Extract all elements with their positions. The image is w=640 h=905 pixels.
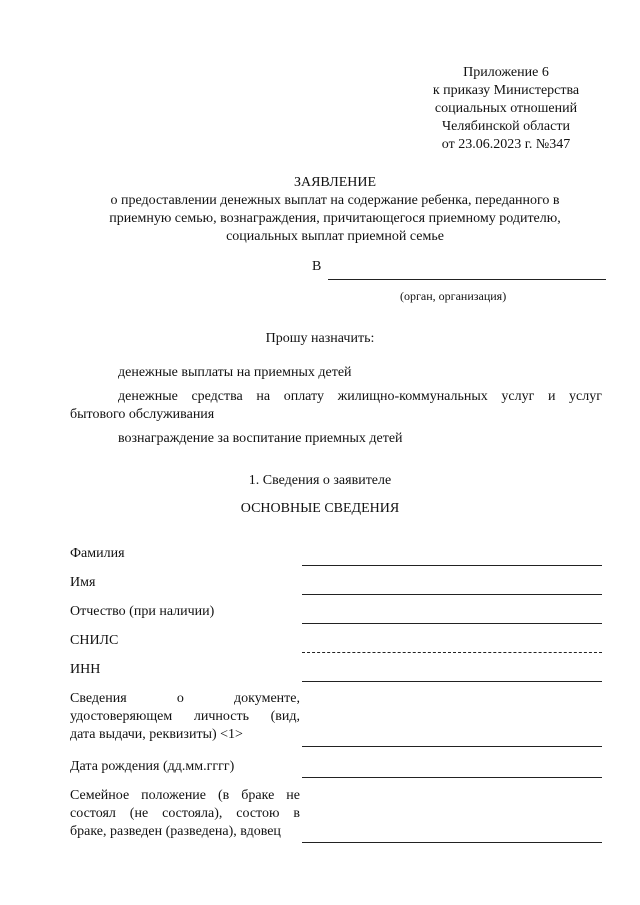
marital-status-line: Семейное положение (в браке не — [70, 788, 300, 803]
birth-date-input[interactable] — [302, 777, 602, 778]
option-utilities-line1[interactable]: денежные средства на оплату жилищно-коммунальных услуг и услуг — [118, 389, 602, 404]
recipient-prefix: В — [312, 259, 322, 274]
recipient-hint: (орган, организация) — [400, 289, 507, 303]
name-input[interactable] — [302, 594, 602, 595]
marital-status-line: браке, разведен (разведена), вдовец — [70, 824, 281, 839]
patronymic-label: Отчество (при наличии) — [70, 604, 215, 619]
inn-label: ИНН — [70, 662, 101, 677]
surname-label: Фамилия — [70, 546, 125, 561]
title-main: ЗАЯВЛЕНИЕ — [293, 175, 377, 190]
recipient-field[interactable] — [328, 279, 606, 280]
inn-input[interactable] — [302, 681, 602, 682]
birth-date-label: Дата рождения (дд.мм.гггг) — [70, 759, 235, 774]
appendix-line: к приказу Министерства — [432, 83, 580, 98]
section-heading: 1. Сведения о заявителе — [248, 473, 392, 488]
marital-status-line: состоял (не состояла), состою в — [70, 806, 300, 821]
name-label: Имя — [70, 575, 96, 590]
appendix-line: Приложение 6 — [463, 65, 549, 80]
document-title — [60, 174, 610, 246]
marital-status-input[interactable] — [302, 842, 602, 843]
appendix-block — [412, 64, 600, 154]
title-line: приемную семью, вознаграждения, причитающегося приемному родителю, — [109, 211, 561, 226]
id-document-label — [70, 690, 300, 744]
snils-label: СНИЛС — [70, 633, 119, 648]
option-payments[interactable]: денежные выплаты на приемных детей — [118, 365, 352, 380]
id-document-line: Сведения о документе, — [70, 691, 300, 706]
marital-status-label — [70, 787, 300, 841]
surname-input[interactable] — [302, 565, 602, 566]
appendix-line: от 23.06.2023 г. №347 — [441, 137, 571, 152]
subsection-heading: ОСНОВНЫЕ СВЕДЕНИЯ — [240, 501, 400, 516]
appendix-line: социальных отношений — [434, 101, 578, 116]
request-heading: Прошу назначить: — [265, 331, 375, 346]
option-remuneration[interactable]: вознаграждение за воспитание приемных детей — [118, 431, 403, 446]
id-document-line: удостоверяющем личность (вид, — [70, 709, 300, 724]
id-document-input[interactable] — [302, 746, 602, 747]
title-line: о предоставлении денежных выплат на содержание ребенка, переданного в — [110, 193, 560, 208]
id-document-line: дата выдачи, реквизиты) <1> — [70, 727, 243, 742]
patronymic-input[interactable] — [302, 623, 602, 624]
recipient-row — [312, 258, 606, 280]
title-line: социальных выплат приемной семье — [226, 229, 444, 244]
snils-input[interactable] — [302, 652, 602, 653]
option-utilities-line2[interactable]: бытового обслуживания — [70, 407, 215, 422]
appendix-line: Челябинской области — [442, 119, 570, 134]
